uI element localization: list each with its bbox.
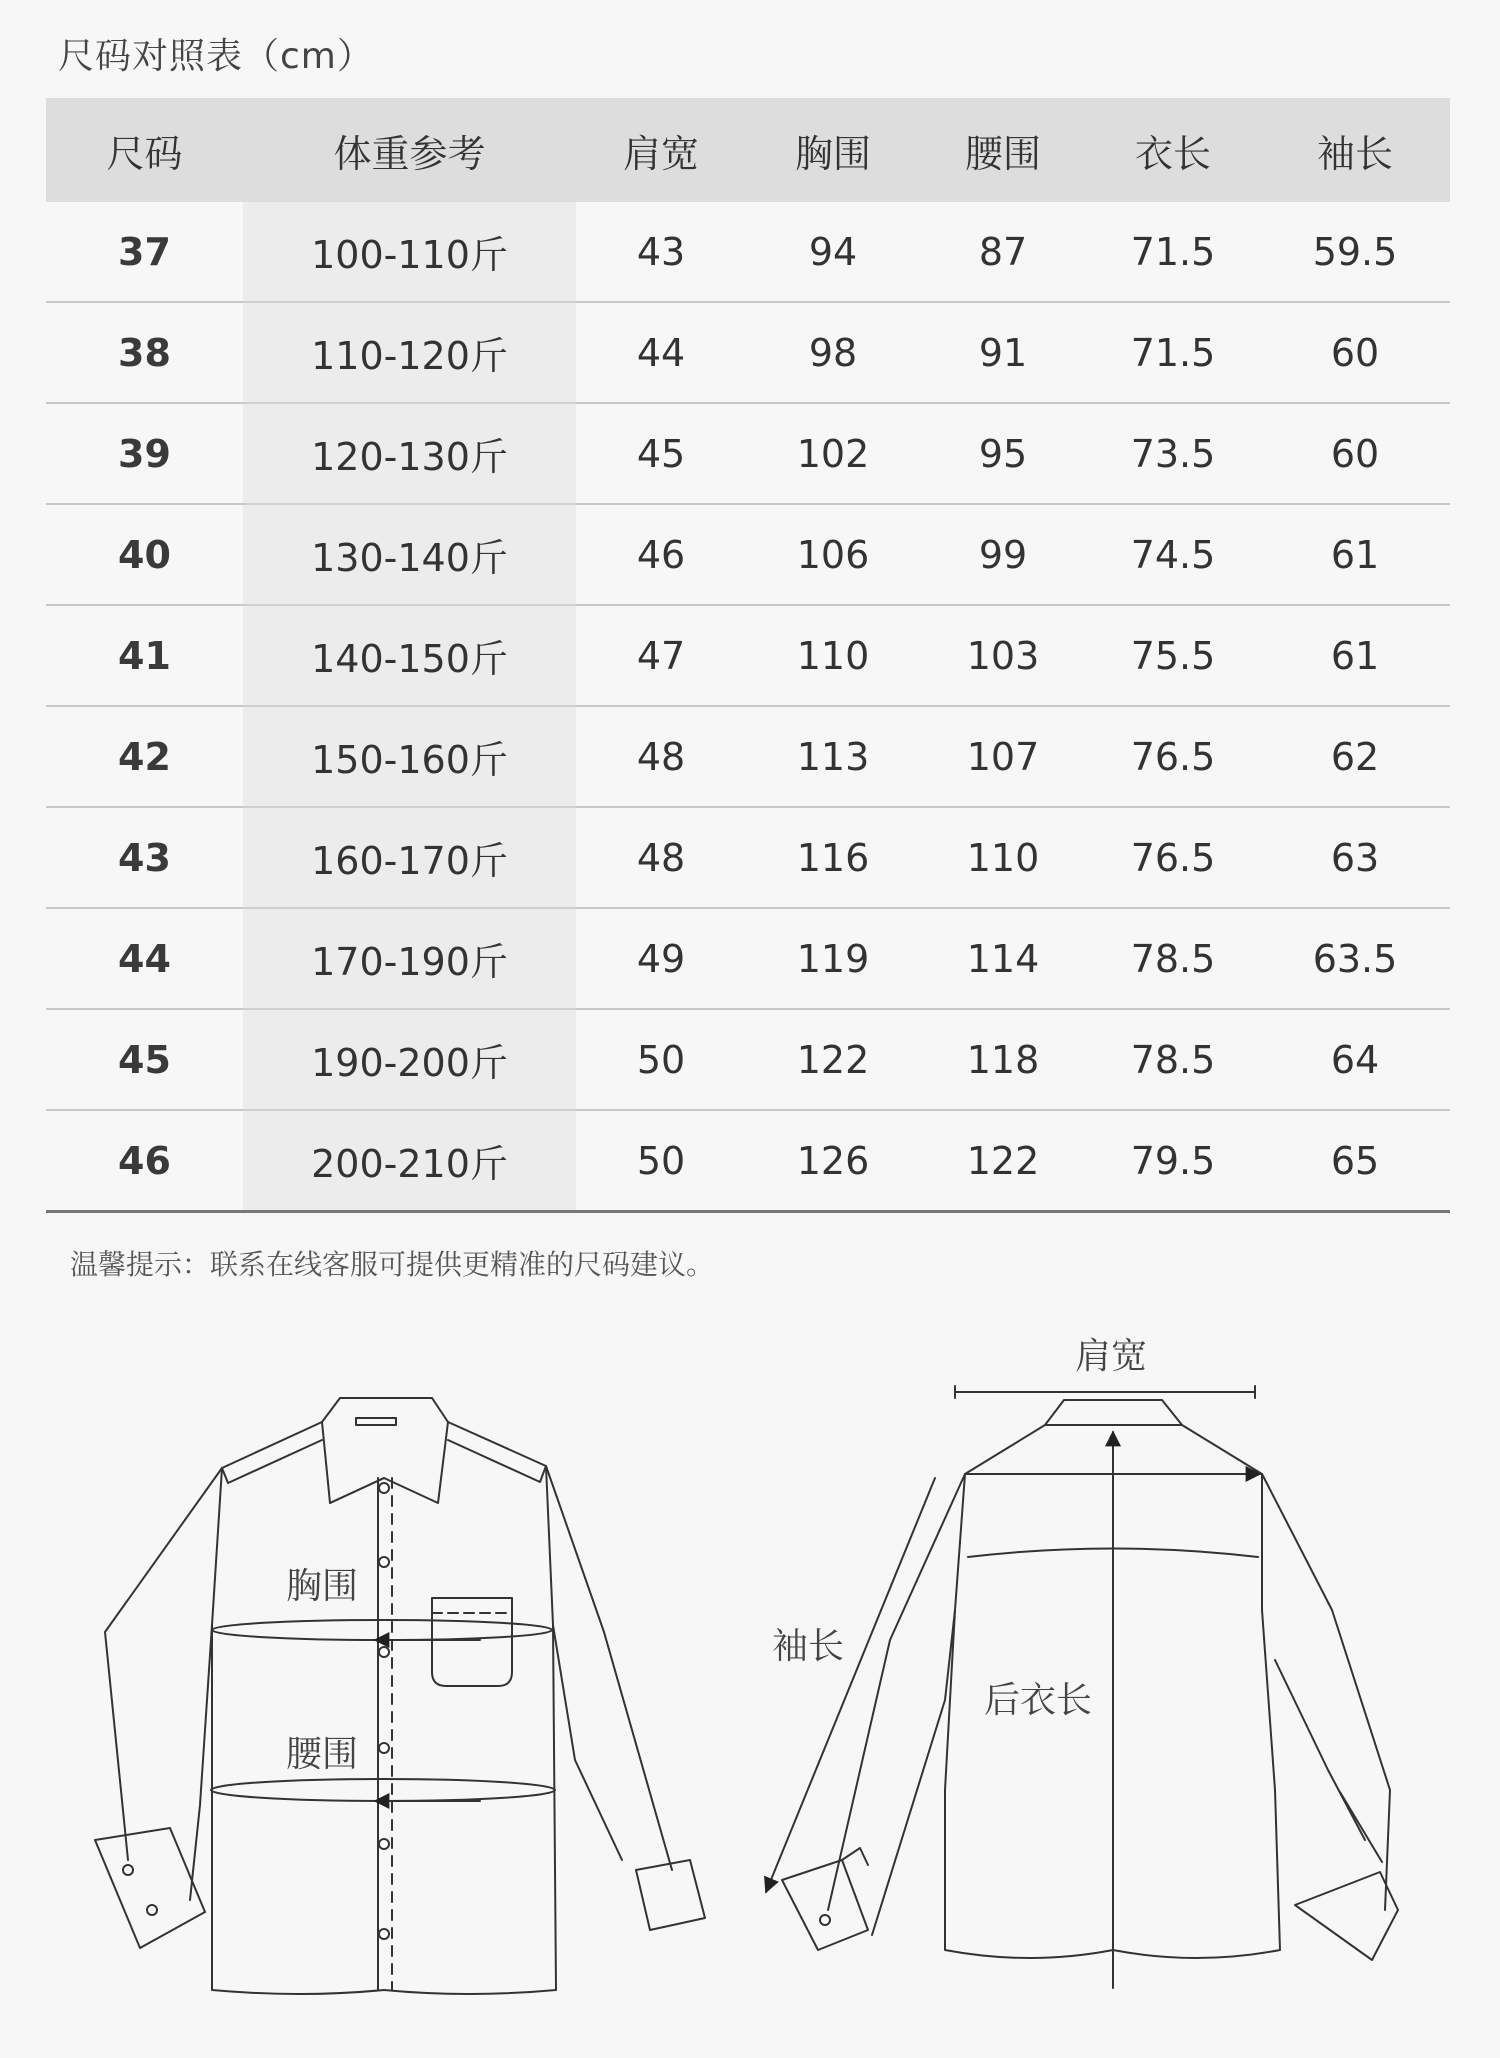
cell-weight: 190-200斤 — [243, 1009, 576, 1110]
cell-length: 78.5 — [1086, 908, 1260, 1009]
header-weight: 体重参考 — [243, 98, 576, 202]
cell-waist: 122 — [920, 1110, 1086, 1212]
cell-waist: 107 — [920, 706, 1086, 807]
cell-weight: 130-140斤 — [243, 504, 576, 605]
header-sleeve: 袖长 — [1260, 98, 1450, 202]
back-length-label: 后衣长 — [984, 1680, 1093, 1721]
cell-waist: 91 — [920, 302, 1086, 403]
cell-shoulder: 50 — [576, 1009, 746, 1110]
page-title: 尺码对照表（cm） — [58, 36, 374, 77]
cell-chest: 119 — [746, 908, 920, 1009]
cell-weight: 140-150斤 — [243, 605, 576, 706]
cell-weight: 200-210斤 — [243, 1110, 576, 1212]
table-row — [46, 807, 1450, 908]
table-row — [46, 302, 1450, 403]
cell-weight: 170-190斤 — [243, 908, 576, 1009]
cell-weight: 160-170斤 — [243, 807, 576, 908]
cell-length: 71.5 — [1086, 302, 1260, 403]
cell-shoulder: 48 — [576, 807, 746, 908]
cell-sleeve: 63.5 — [1260, 908, 1450, 1009]
cell-length: 74.5 — [1086, 504, 1260, 605]
shirt-front-icon — [95, 1398, 705, 1994]
cell-weight: 110-120斤 — [243, 302, 576, 403]
cell-sleeve: 61 — [1260, 605, 1450, 706]
table-row — [46, 202, 1450, 302]
chest-label: 胸围 — [286, 1566, 359, 1607]
shirt-measurement-diagram — [0, 1300, 1500, 2058]
cell-sleeve: 64 — [1260, 1009, 1450, 1110]
size-tip-note: 温馨提示：联系在线客服可提供更精准的尺码建议。 — [70, 1248, 715, 1281]
cell-chest: 94 — [746, 202, 920, 302]
table-row — [46, 1110, 1450, 1212]
cell-waist: 95 — [920, 403, 1086, 504]
cell-shoulder: 44 — [576, 302, 746, 403]
cell-size: 38 — [46, 302, 243, 403]
cell-size: 37 — [46, 202, 243, 302]
cell-waist: 103 — [920, 605, 1086, 706]
shoulder-width-label: 肩宽 — [1075, 1336, 1148, 1377]
cell-sleeve: 60 — [1260, 403, 1450, 504]
cell-weight: 150-160斤 — [243, 706, 576, 807]
cell-chest: 98 — [746, 302, 920, 403]
table-row — [46, 706, 1450, 807]
cell-size: 46 — [46, 1110, 243, 1212]
table-body — [46, 202, 1450, 1212]
cell-shoulder: 46 — [576, 504, 746, 605]
cell-shoulder: 48 — [576, 706, 746, 807]
cell-length: 79.5 — [1086, 1110, 1260, 1212]
header-size: 尺码 — [46, 98, 243, 202]
cell-sleeve: 59.5 — [1260, 202, 1450, 302]
cell-length: 78.5 — [1086, 1009, 1260, 1110]
cell-size: 39 — [46, 403, 243, 504]
size-table-container — [46, 98, 1450, 1213]
cell-chest: 126 — [746, 1110, 920, 1212]
cell-shoulder: 49 — [576, 908, 746, 1009]
header-length: 衣长 — [1086, 98, 1260, 202]
cell-length: 76.5 — [1086, 706, 1260, 807]
cell-sleeve: 62 — [1260, 706, 1450, 807]
cell-weight: 120-130斤 — [243, 403, 576, 504]
cell-chest: 102 — [746, 403, 920, 504]
cell-waist: 99 — [920, 504, 1086, 605]
size-chart-table — [46, 98, 1450, 1213]
waist-label: 腰围 — [286, 1734, 359, 1775]
table-header-row — [46, 98, 1450, 202]
table-row — [46, 403, 1450, 504]
cell-waist: 118 — [920, 1009, 1086, 1110]
cell-length: 75.5 — [1086, 605, 1260, 706]
cell-chest: 116 — [746, 807, 920, 908]
cell-waist: 110 — [920, 807, 1086, 908]
table-row — [46, 908, 1450, 1009]
cell-waist: 114 — [920, 908, 1086, 1009]
sleeve-length-label: 袖长 — [772, 1626, 845, 1667]
table-row — [46, 1009, 1450, 1110]
cell-length: 73.5 — [1086, 403, 1260, 504]
table-row — [46, 504, 1450, 605]
header-chest: 胸围 — [746, 98, 920, 202]
cell-shoulder: 47 — [576, 605, 746, 706]
cell-chest: 110 — [746, 605, 920, 706]
header-shoulder: 肩宽 — [576, 98, 746, 202]
cell-chest: 106 — [746, 504, 920, 605]
cell-length: 76.5 — [1086, 807, 1260, 908]
cell-size: 42 — [46, 706, 243, 807]
table-row — [46, 605, 1450, 706]
cell-size: 44 — [46, 908, 243, 1009]
cell-sleeve: 63 — [1260, 807, 1450, 908]
cell-size: 41 — [46, 605, 243, 706]
cell-size: 40 — [46, 504, 243, 605]
cell-chest: 122 — [746, 1009, 920, 1110]
cell-waist: 87 — [920, 202, 1086, 302]
cell-sleeve: 61 — [1260, 504, 1450, 605]
cell-sleeve: 60 — [1260, 302, 1450, 403]
cell-chest: 113 — [746, 706, 920, 807]
cell-size: 43 — [46, 807, 243, 908]
header-waist: 腰围 — [920, 98, 1086, 202]
cell-shoulder: 43 — [576, 202, 746, 302]
cell-length: 71.5 — [1086, 202, 1260, 302]
cell-sleeve: 65 — [1260, 1110, 1450, 1212]
cell-shoulder: 45 — [576, 403, 746, 504]
cell-size: 45 — [46, 1009, 243, 1110]
cell-shoulder: 50 — [576, 1110, 746, 1212]
cell-weight: 100-110斤 — [243, 202, 576, 302]
